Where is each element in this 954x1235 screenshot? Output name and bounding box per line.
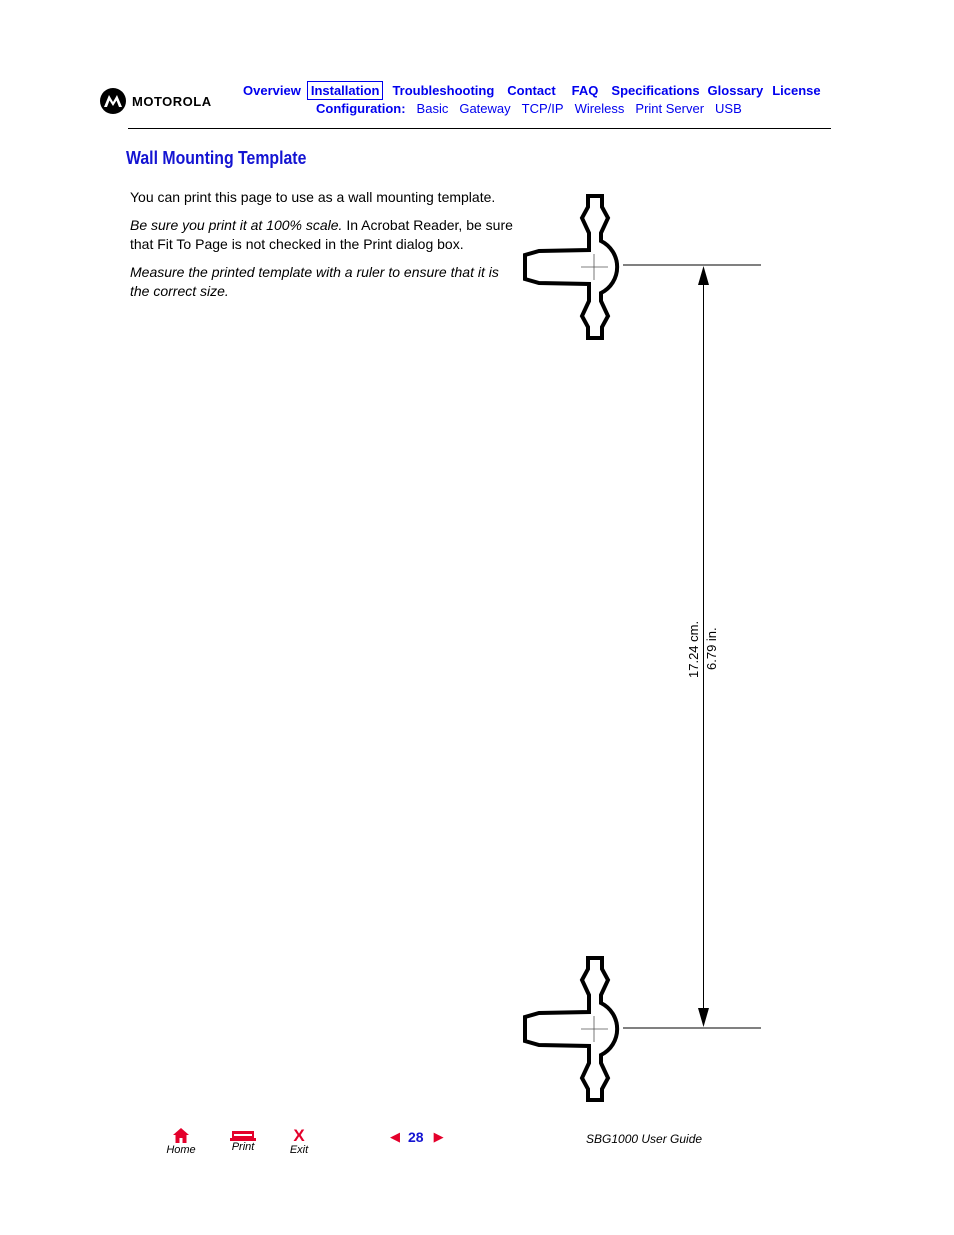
home-button[interactable] [164, 1127, 198, 1156]
exit-button[interactable] [286, 1127, 312, 1156]
nav-specifications[interactable]: Specifications [611, 83, 700, 98]
dimension-arrow-bottom [698, 1008, 709, 1027]
intro-paragraph: You can print this page to use as a wall mounting template. [130, 189, 496, 205]
print-label: Print [231, 1141, 255, 1153]
dimension-arrow-top [698, 266, 709, 285]
nav-faq[interactable]: FAQ [571, 83, 599, 98]
config-label: Configuration: [316, 101, 406, 116]
previous-page-icon[interactable]: ◀ [390, 1129, 400, 1144]
home-label: Home [166, 1144, 196, 1156]
brand-name: MOTOROLA [132, 93, 212, 109]
bottom-keyhole-shape [525, 958, 617, 1100]
nav-overview[interactable]: Overview [243, 83, 301, 98]
exit-label: Exit [289, 1144, 309, 1156]
home-icon [172, 1127, 190, 1144]
nav-installation[interactable]: Installation [307, 81, 384, 100]
guide-title: SBG1000 User Guide [586, 1132, 703, 1146]
exit-x-icon: X [293, 1126, 305, 1145]
config-tcpip[interactable]: TCP/IP [521, 101, 564, 116]
measure-paragraph: Measure the printed template with a ruler to ensure that it is the correct size. [130, 264, 499, 299]
dimension-cm-label: 17.24 cm. [686, 620, 701, 678]
config-gateway[interactable]: Gateway [459, 101, 511, 116]
config-basic[interactable]: Basic [416, 101, 449, 116]
page-navigator [390, 1129, 444, 1145]
page-title: Wall Mounting Template [126, 148, 307, 168]
config-wireless[interactable]: Wireless [574, 101, 625, 116]
print-button[interactable] [227, 1127, 259, 1153]
scale-instructions: In Acrobat Reader, be sure that Fit To Page is not checked in the Print dialog box. [130, 217, 513, 252]
next-page-icon[interactable]: ▶ [433, 1129, 444, 1144]
top-keyhole-shape [525, 196, 617, 338]
config-usb[interactable]: USB [715, 101, 742, 116]
page-number: 28 [408, 1129, 424, 1145]
config-print-server[interactable]: Print Server [635, 101, 705, 116]
nav-glossary[interactable]: Glossary [707, 83, 764, 98]
nav-contact[interactable]: Contact [507, 83, 556, 98]
dimension-in-label: 6.79 in. [704, 627, 719, 670]
nav-license[interactable]: License [772, 83, 821, 98]
nav-troubleshooting[interactable]: Troubleshooting [392, 83, 495, 98]
scale-warning: Be sure you print it at 100% scale. [130, 217, 343, 233]
